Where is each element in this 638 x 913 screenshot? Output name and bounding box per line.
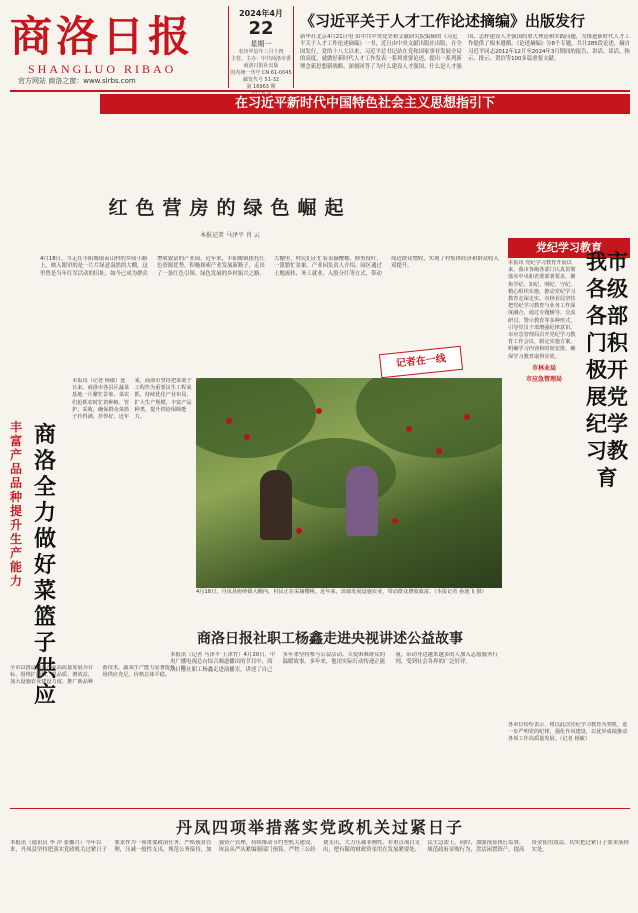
sidebar-subhead-emergency: 市应急管理局 xyxy=(525,376,562,384)
sidebar-body xyxy=(508,260,580,716)
left-body: 本报讯（记者 杨敏）连日来，商洛市各县区蔬菜基地一片繁忙景象，菜农们抢抓农时忙着种植、管护、采收，确保群众菜篮子拎得满、拎得好。近年来，商洛市坚持把菜篮子工程作为重要民生工程来抓，持续优化产业布局，扩大生产规模，丰富产品种类，提升供给保障能力。 xyxy=(72,378,192,421)
left-lower-body: 全市以推动蔬菜产业高质量发展为目标，围绕扩面积、提品质、增效益，加大设施农业建设力度，推广新品种新技术，蔬菜生产能力显著提升，市场供应充足，价格总体平稳。 xyxy=(10,665,186,686)
photo-person xyxy=(260,470,292,540)
photo-cherry xyxy=(316,408,322,414)
photo-cherry xyxy=(226,418,232,424)
photo-cherry xyxy=(406,426,412,432)
photo-cherry xyxy=(464,414,470,420)
website-line[interactable]: 官方网站 商洛之窗：www.slrbs.com xyxy=(18,77,136,85)
reporter-callout-badge: 记者在一线 xyxy=(379,346,463,378)
sidebar-header: 党纪学习教育 xyxy=(508,238,630,258)
issue-meta xyxy=(228,6,294,88)
meta-line: 农历甲辰年三月十四 xyxy=(238,49,284,55)
masthead-divider xyxy=(10,90,630,92)
photo-cherry xyxy=(244,434,250,440)
photo-person xyxy=(346,466,378,536)
photo-caption: 4月18日，丹凤县庾岭镇大棚内，村民正在采摘樱桃。近年来，该镇发展设施农业，带动群众增收致富。（本报记者 孙迪飞 摄） xyxy=(196,589,487,595)
meta-line: 主管、主办：中共商洛市委 xyxy=(230,56,291,62)
meta-line: 第 16963 期 xyxy=(246,84,276,90)
photo-foliage xyxy=(276,438,396,508)
feature-body: 4月18日，当走在丰阳塬镇苗山村的乡间小路上，映入眼帘的是一片片绿意盎然的大棚，这里曾是当年红军活动的旧址，如今已成为群众增收致富的产业园。近年来，丰阳塬镇依托红色资源优势，积极探索产业发展新路子，走出了一条红色引领、绿色发展的乡村振兴之路。大棚里，村民们正忙着采摘樱桃、修剪枝叶，一派繁忙景象。产业园负责人介绍，园区通过土地流转、务工就业、入股分红等方式，带动周边群众增收，实现了村集体经济和群众收入双提升。 xyxy=(40,256,499,277)
newspaper-title: 商洛日报 xyxy=(10,12,195,61)
bottom-body: 本报讯（通讯员 李 洋 张馨月）今年以来，丹凤县坚持把落实党政机关过紧日子要求作为一项重要政治任务，严格预算管理，压减一般性支出，规范公务接待，加强资产管理，持续推动节约型机关建设。该县从严从紧编制部门预算，严控三公经费支出，大力压减非刚性、非重点项目支出，把有限的财政资金用在发展紧要处、民生急需上。同时，加强预算执行监督，规范政府采购行为，盘活闲置资产，提高资金使用效益，切实把过紧日子要求落到实处。 xyxy=(10,840,629,854)
sidebar-subhead-forestry: 市林业局 xyxy=(531,364,556,372)
sidebar-body-text: 本报讯 党纪学习教育开展以来，我市各级各部门认真贯彻落实中央和省委部署要求，聚焦学纪、知纪、明纪、守纪，精心组织实施，推动党纪学习教育走深走实。市林业局坚持把党纪学习教育与业务工作深度融合，通过专题辅导、交流研讨、警示教育等多种形式，引导党员干部增强纪律意识。市应急管理局召开党纪学习教育工作会议，制定实施方案，明确学习内容和时间安排，确保学习教育取得实效。 xyxy=(508,260,576,360)
story-headline-volunteer[interactable]: 商洛日报社职工杨鑫走进央视讲述公益故事 xyxy=(197,631,463,647)
story-body-volunteer: 本报讯（记者 马泽平 王津竹）4月20日，中央广播电视总台综合频道播出的节目中，商洛日报社职工杨鑫走进演播室，讲述了自己多年来坚持参与公益活动、关爱困难群众的温暖故事。多年来，他用实际行动传递正能量，带动身边越来越多的人加入志愿服务行列，受到社会各界的广泛好评。 xyxy=(170,652,498,673)
section-banner: 在习近平新时代中国特色社会主义思想指引下 xyxy=(100,94,630,114)
photo-cherry xyxy=(296,528,302,534)
left-kicker: 丰富产品品种 提升生产能力 xyxy=(10,420,23,588)
lead-body: 新华社北京4月21日电 由中共中央党史和文献研究院编辑的《习近平关于人才工作论述摘编》一书，近日由中央文献出版社出版，在全国发行。党的十八大以来，习近平总书记站在党和国家事业发展全局的高度，就做好新时代人才工作发表一系列重要论述，提出一系列新理念新思想新战略，深刻回答了为什么建设人才强国、什么是人才强国、怎样建设人才强国的重大理论和实践问题，为推进新时代人才工作提供了根本遵循。《论述摘编》分8个专题，共计285段论述，摘自习近平同志2012年12月至2024年3月期间的报告、讲话、谈话、指示、批示、贺信等100多篇重要文献。 xyxy=(300,34,630,70)
feature-byline: 本报记者 马泽平 肖 云 xyxy=(200,232,260,239)
issue-weekday: 星期一 xyxy=(250,40,272,48)
masthead xyxy=(0,0,638,92)
cherry-orchard-photo xyxy=(196,378,502,588)
photo-cherry xyxy=(436,448,442,454)
bottom-headline[interactable]: 丹凤四项举措落实党政机关过紧日子 xyxy=(175,818,464,837)
meta-line: 邮发代号 51-32 xyxy=(242,77,280,83)
feature-headline[interactable]: 红色营房的绿色崛起 xyxy=(108,197,352,219)
meta-line: 商洛日报社出版 xyxy=(243,63,279,69)
photo-foliage xyxy=(356,378,502,458)
lead-headline[interactable]: 《习近平关于人才工作论述摘编》出版发行 xyxy=(300,12,586,30)
bottom-divider xyxy=(10,808,630,809)
sidebar-headline[interactable]: 我市各级各部门积极开展党纪学习教育 xyxy=(586,249,628,490)
newspaper-pinyin: SHANGLUO RIBAO xyxy=(28,62,177,76)
issue-day: 22 xyxy=(248,18,274,39)
issue-date: 2024年4月 xyxy=(239,9,283,18)
left-vertical-headline[interactable]: 商洛全力做好菜篮子供应 xyxy=(34,422,57,708)
meta-line: 国内统一刊号 CN 61-0045 xyxy=(230,70,292,76)
photo-cherry xyxy=(392,518,398,524)
sidebar-lower-body: 各单位纷纷表示，将以此次党纪学习教育为契机，进一步严明党的纪律，强化作风建设，以优异成绩推动各项工作高质量发展。（记者 杨敏） xyxy=(508,722,628,743)
